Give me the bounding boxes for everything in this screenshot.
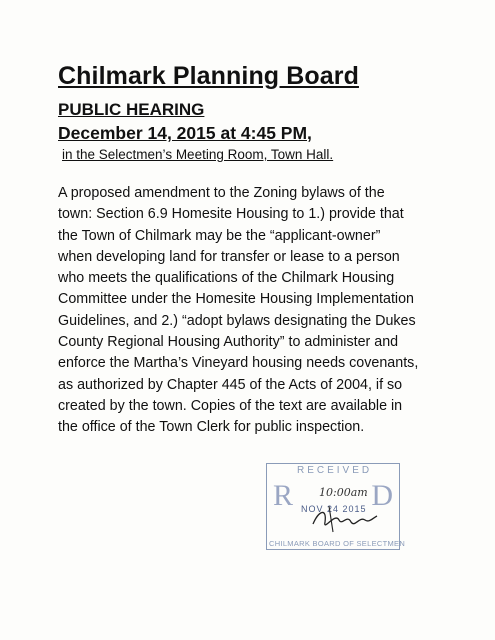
body-line: as authorized by Chapter 445 of the Acts of 2004, if so [58,376,403,393]
stamp-date: NOV 24 2015 [301,504,367,514]
signature-icon [309,502,379,536]
body-line: the Town of Chilmark may be the “applicant-owner” [58,227,381,244]
stamp-time: 10:00am [319,486,368,499]
board-title: Chilmark Planning Board [58,62,359,90]
hearing-datetime: December 14, 2015 at 4:45 PM, [58,123,312,143]
stamp-header: RECEIVED [297,465,373,476]
body-line: the office of the Town Clerk for public inspection. [58,419,365,436]
hearing-location: in the Selectmen’s Meeting Room, Town Hall. [62,147,334,162]
body-line: who meets the qualifications of the Chilmark Housing [58,270,395,287]
body-line: enforce the Martha’s Vineyard housing needs covenants, [58,355,419,372]
notice-body [58,183,458,439]
stamp-footer: CHILMARK BOARD OF SELECTMEN [269,539,406,548]
body-line: created by the town. Copies of the text are available in [58,397,403,414]
received-stamp [266,463,406,550]
stamp-letter-d: D [371,479,393,512]
body-line: County Regional Housing Authority” to administer and [58,334,399,351]
stamp-letter-r: R [273,479,294,512]
body-line: when developing land for transfer or lease to a person [58,248,400,265]
body-line: town: Section 6.9 Homesite Housing to 1.) provide that [58,206,404,223]
body-line: Guidelines, and 2.) “adopt bylaws designating the Dukes [58,312,416,329]
hearing-label: PUBLIC HEARING [58,100,205,119]
body-line: A proposed amendment to the Zoning bylaws of the [58,185,385,201]
body-line: Committee under the Homesite Housing Implementation [58,291,415,308]
